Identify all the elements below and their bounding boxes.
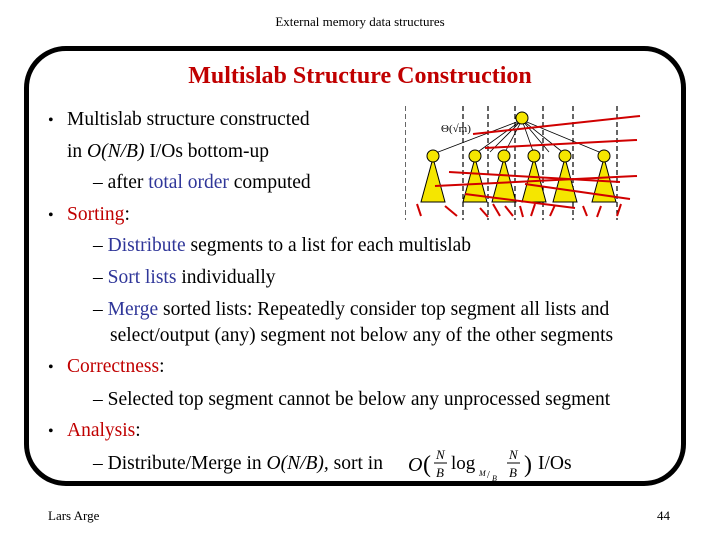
formula-log: log xyxy=(451,453,476,474)
bullet-4-sub: – Distribute/Merge in O(N/B), sort in xyxy=(93,453,383,474)
multislab-tree-figure xyxy=(405,104,645,224)
bullet-2-sub-1: – Distribute segments to a list for each multislab xyxy=(93,235,472,256)
bullet-4-dot: • xyxy=(48,423,54,440)
formula-close-paren: ) xyxy=(524,452,532,478)
sort-complexity-formula xyxy=(408,444,538,484)
bullet-1-dot: • xyxy=(48,112,54,129)
slide-title: Multislab Structure Construction xyxy=(188,63,532,89)
bullet-2-line: Sorting: xyxy=(67,204,130,225)
bullet-3-sub: – Selected top segment cannot be below any unprocessed segment xyxy=(93,389,611,410)
formula-B2: B xyxy=(509,465,517,480)
formula-N1: N xyxy=(436,447,445,462)
formula-Bsub: B xyxy=(492,474,497,483)
bullet-1-line1: Multislab structure constructed xyxy=(67,109,310,130)
formula-slash: / xyxy=(487,470,490,481)
page-number: 44 xyxy=(657,508,670,523)
child-nodes xyxy=(427,150,610,162)
bullet-3-line: Correctness: xyxy=(67,356,165,377)
footer-author: Lars Arge xyxy=(48,508,100,523)
bullet-3-dot: • xyxy=(48,359,54,376)
formula-B1: B xyxy=(436,465,444,480)
fanout-label: Θ(√m) xyxy=(441,123,471,135)
slide-header: External memory data structures xyxy=(275,14,445,29)
formula-O: O xyxy=(408,454,423,476)
formula-N2: N xyxy=(509,447,518,462)
bullet-1-line2: in O(N/B) I/Os bottom-up xyxy=(67,141,270,162)
root-node xyxy=(516,112,528,124)
slab-boundaries xyxy=(405,106,617,220)
bullet-4-line: Analysis: xyxy=(67,420,141,441)
formula-M: M xyxy=(479,469,486,478)
bullet-4-sub-tail: I/Os xyxy=(538,453,572,474)
bullet-2-dot: • xyxy=(48,207,54,224)
bullet-2-sub-2: – Sort lists individually xyxy=(93,267,276,288)
bullet-2-sub-3-cont: select/output (any) segment not below any of the other segments xyxy=(110,325,614,346)
bullet-2-sub-3: – Merge sorted lists: Repeatedly consider top segment all lists and xyxy=(93,299,610,320)
formula-open-paren: ( xyxy=(423,452,431,478)
bullet-1-sub: – after total order computed xyxy=(93,172,311,193)
